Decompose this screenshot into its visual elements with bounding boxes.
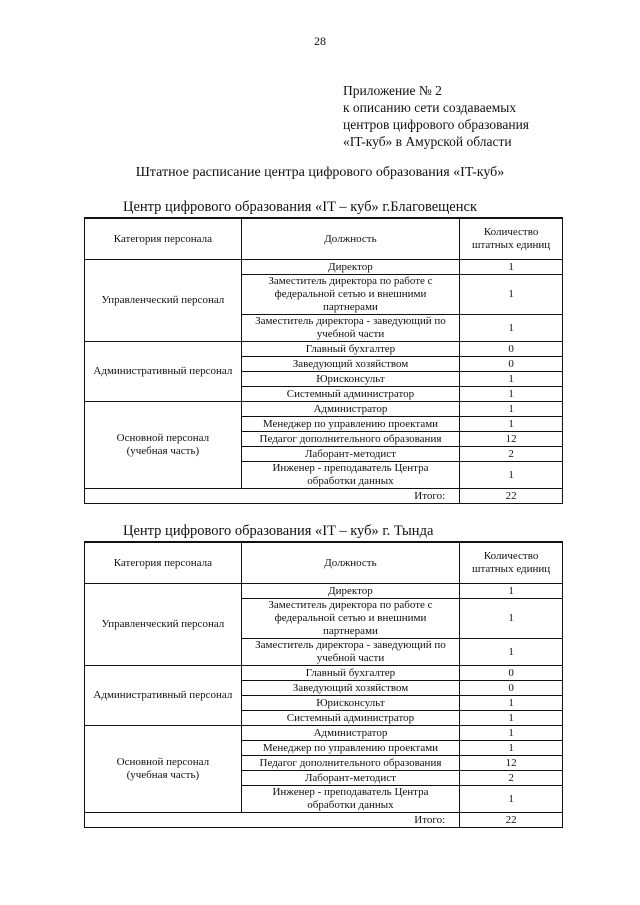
total-value: 22: [460, 489, 563, 504]
cell-line: Заместитель директора по работе с: [268, 599, 433, 611]
table-title-blagoveshchensk: Центр цифрового образования «IT – куб» г.Благовещенск: [123, 199, 477, 215]
count-cell: 1: [460, 786, 563, 813]
count-cell: 1: [460, 372, 563, 387]
count-cell: 1: [460, 741, 563, 756]
count-cell: 0: [460, 681, 563, 696]
category-cell: [85, 584, 242, 666]
category-cell: [85, 342, 242, 402]
cell-line: Администратор: [313, 402, 388, 415]
position-cell: [241, 402, 459, 417]
count-cell: 1: [460, 315, 563, 342]
count-cell: 1: [460, 599, 563, 639]
page-number: 28: [314, 34, 326, 48]
table-row: [85, 726, 563, 741]
cell-line: Системный администратор: [286, 711, 415, 724]
total-label: Итого:: [85, 813, 460, 828]
position-cell: [241, 432, 459, 447]
appendix-note: [343, 82, 529, 150]
count-cell: 0: [460, 342, 563, 357]
count-cell: 1: [460, 462, 563, 489]
cell-line: Административный персонал: [93, 689, 233, 701]
cell-line: Основной персонал: [116, 756, 210, 768]
count-cell: 1: [460, 639, 563, 666]
position-cell: [241, 681, 459, 696]
position-cell: [241, 447, 459, 462]
position-cell: [241, 584, 459, 599]
position-cell: [241, 417, 459, 432]
count-cell: 2: [460, 771, 563, 786]
position-cell: [241, 372, 459, 387]
cell-line: Директор: [328, 260, 373, 273]
count-cell: 1: [460, 275, 563, 315]
cell-line: Основной персонал: [116, 432, 210, 444]
appendix-line: «IT-куб» в Амурской области: [343, 134, 512, 149]
cell-line: обработки данных: [307, 799, 394, 811]
header-category: Категория персонала: [85, 218, 242, 260]
cell-line: Административный персонал: [93, 365, 233, 377]
appendix-line: центров цифрового образования: [343, 117, 530, 132]
table-row: [85, 342, 563, 357]
cell-line: Инженер - преподаватель Центра: [272, 462, 429, 474]
count-cell: 2: [460, 447, 563, 462]
cell-line: Администратор: [313, 726, 388, 739]
table-header-row: [85, 218, 563, 260]
staff-table-blagoveshchensk: [84, 217, 563, 504]
cell-line: федеральной сетью и внешними: [274, 612, 427, 624]
header-count: [460, 542, 563, 584]
position-cell: [241, 771, 459, 786]
cell-line: Педагог дополнительного образования: [259, 432, 442, 445]
cell-line: штатных единиц: [471, 239, 551, 251]
cell-line: Главный бухгалтер: [305, 342, 396, 355]
count-cell: 1: [460, 726, 563, 741]
appendix-line: к описанию сети создаваемых: [343, 100, 517, 115]
category-cell: [85, 260, 242, 342]
position-cell: [241, 260, 459, 275]
total-label: Итого:: [85, 489, 460, 504]
cell-line: Менеджер по управлению проектами: [262, 741, 439, 754]
cell-line: Заместитель директора по работе с: [268, 275, 433, 287]
cell-line: Заместитель директора - заведующий по: [255, 639, 446, 651]
cell-line: партнерами: [322, 301, 378, 313]
category-cell: [85, 402, 242, 489]
total-row: [85, 813, 563, 828]
cell-line: Юрисконсульт: [316, 372, 385, 385]
document-title: Штатное расписание центра цифрового образования «IT-куб»: [135, 165, 505, 180]
cell-line: федеральной сетью и внешними: [274, 288, 427, 300]
position-cell: [241, 756, 459, 771]
table-row: [85, 666, 563, 681]
table-title-tynda: Центр цифрового образования «IT – куб» г. Тында: [123, 523, 434, 539]
cell-line: обработки данных: [307, 475, 394, 487]
cell-line: Менеджер по управлению проектами: [262, 417, 439, 430]
cell-line: партнерами: [322, 625, 378, 637]
position-cell: [241, 639, 459, 666]
position-cell: [241, 357, 459, 372]
cell-line: учебной части: [316, 652, 385, 664]
cell-line: Управленческий персонал: [101, 294, 225, 306]
position-cell: [241, 666, 459, 681]
cell-line: Главный бухгалтер: [305, 666, 396, 679]
position-cell: [241, 711, 459, 726]
cell-line: (учебная часть): [126, 445, 200, 457]
cell-line: Лаборант-методист: [304, 447, 396, 460]
count-cell: 1: [460, 417, 563, 432]
table-header-row: [85, 542, 563, 584]
cell-line: (учебная часть): [126, 769, 200, 781]
count-cell: 1: [460, 260, 563, 275]
cell-line: Управленческий персонал: [101, 618, 225, 630]
cell-line: Количество: [483, 226, 539, 238]
count-cell: 12: [460, 756, 563, 771]
cell-line: Количество: [483, 550, 539, 562]
cell-line: Инженер - преподаватель Центра: [272, 786, 429, 798]
header-count: [460, 218, 563, 260]
header-position: Должность: [241, 218, 459, 260]
count-cell: 1: [460, 584, 563, 599]
count-cell: 1: [460, 696, 563, 711]
position-cell: [241, 387, 459, 402]
category-cell: [85, 666, 242, 726]
total-row: [85, 489, 563, 504]
staff-table-tynda: [84, 541, 563, 828]
position-cell: [241, 696, 459, 711]
cell-line: Директор: [328, 584, 373, 597]
count-cell: 12: [460, 432, 563, 447]
cell-line: Юрисконсульт: [316, 696, 385, 709]
cell-line: Заместитель директора - заведующий по: [255, 315, 446, 327]
position-cell: [241, 786, 459, 813]
cell-line: штатных единиц: [471, 563, 551, 575]
cell-line: Лаборант-методист: [304, 771, 396, 784]
category-cell: [85, 726, 242, 813]
position-cell: [241, 275, 459, 315]
cell-line: Заведующий хозяйством: [292, 357, 409, 370]
position-cell: [241, 726, 459, 741]
table-row: [85, 584, 563, 599]
table-row: [85, 260, 563, 275]
appendix-line: Приложение № 2: [343, 83, 442, 98]
position-cell: [241, 462, 459, 489]
cell-line: учебной части: [316, 328, 385, 340]
cell-line: Системный администратор: [286, 387, 415, 400]
count-cell: 1: [460, 711, 563, 726]
total-value: 22: [460, 813, 563, 828]
count-cell: 1: [460, 387, 563, 402]
count-cell: 0: [460, 357, 563, 372]
count-cell: 0: [460, 666, 563, 681]
count-cell: 1: [460, 402, 563, 417]
position-cell: [241, 315, 459, 342]
position-cell: [241, 741, 459, 756]
table-row: [85, 402, 563, 417]
position-cell: [241, 342, 459, 357]
cell-line: Педагог дополнительного образования: [259, 756, 442, 769]
header-position: Должность: [241, 542, 459, 584]
cell-line: Заведующий хозяйством: [292, 681, 409, 694]
header-category: Категория персонала: [85, 542, 242, 584]
position-cell: [241, 599, 459, 639]
